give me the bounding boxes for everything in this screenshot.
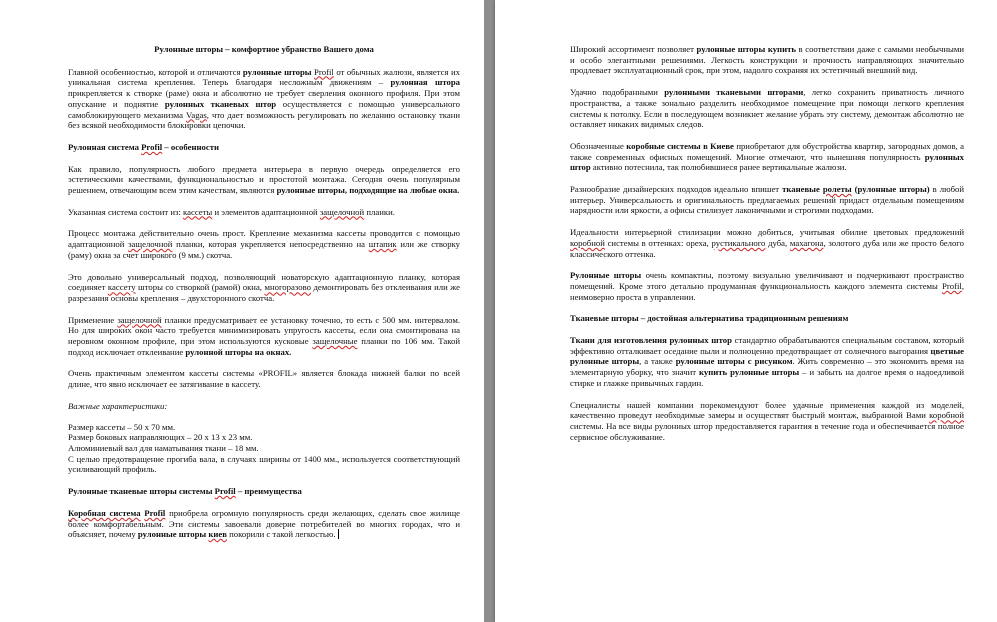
- bold-run: тканевые: [782, 184, 823, 195]
- text-run: планки по 106 мм. Такой подход исключает отклеивание: [68, 336, 460, 357]
- bold-run: рулонными тканевыми шторами: [664, 87, 804, 98]
- spelling-error-word: многоразово: [264, 282, 311, 293]
- text-run: Рулонные тканевые шторы системы: [68, 486, 215, 497]
- spelling-error-word: коробной: [929, 410, 964, 421]
- paragraph-kyiv: [570, 141, 964, 173]
- spelling-error-word: штапик: [368, 239, 397, 250]
- text-run: демонтировать без отклеивания или же разрезания основы крепления – двухсторонного скотча.: [68, 282, 460, 303]
- text-run: в соответствии даже с самыми необычными и особо элегантными решениями. Легкость конструкции и прочность направляющих значительно продлевает эксплуатационный срок, при этом, надолго сохраняя их эстетичный внешний вид.: [570, 44, 964, 76]
- text-run: – особенности: [162, 141, 219, 152]
- text-run: Удачно подобранными: [570, 87, 665, 98]
- text-run: планки предусматривает ее установку точечно, то есть с 500 мм. интервалом. Но для широких окон часто требуется минимизировать упругость кассеты, если она смонтирована на неровном оконном профиле, при этом используются кусковые: [68, 314, 460, 347]
- text-run: Широкий ассортимент позволяет: [570, 44, 697, 54]
- text-run: планки, которая укрепляется непосредственно на: [172, 239, 369, 250]
- bold-run: рулонные шторы, подходящие на любые окна.: [276, 185, 460, 196]
- text-run: Главной особенностью, которой и отличаются: [68, 66, 243, 77]
- spelling-error-word: Profil: [144, 507, 166, 518]
- spec-item: Размер боковых направляющих – 20 х 13 х 23 мм.: [68, 432, 253, 443]
- spec-item: Размер кассеты – 50 х 70 мм.: [68, 421, 176, 432]
- text-run: активно потеснила, так полюбившиеся ранее вертикальные жалюзи.: [590, 162, 847, 173]
- paragraph-blockade: Очень практичным элементом кассеты системы «PROFIL» является блокада нижней балки по всей длине, что явно исключает ее затягивание в кассету.: [68, 368, 460, 390]
- text-run: прикрепляется к створке (раме) окна и абсолютно не требует сверления оконного профиля. При этом опускание и поднятие: [68, 88, 460, 109]
- spec-item: Алюминиевый вал для наматывания ткани – 18 мм.: [68, 442, 259, 453]
- text-run: системы. На все виды рулонных штор предоставляется гарантия в течение года и обеспечивается полное сервисное обслуживание.: [570, 420, 964, 442]
- spelling-error-word: защелочные: [312, 336, 358, 347]
- paragraph-mounting: [68, 228, 460, 260]
- paragraph-universal: [68, 272, 460, 304]
- document-title: Рулонные шторы – комфортное убранство Вашего дома: [154, 44, 374, 54]
- bold-run: рулонные шторы: [242, 66, 315, 77]
- text-run: в любой интерьер. Универсальность и оригинальность предлагаемых решений придаст отдельным помещениям нарядности или яркости, а офисы стилизует лаконичными и строгими подходами.: [570, 184, 964, 216]
- spelling-error-word: Profil: [141, 141, 163, 152]
- paragraph-popularity: [68, 164, 460, 196]
- specs-heading: Важные характеристики:: [68, 400, 168, 411]
- text-run: или же створку (раму) окна за счет широкого (9 мм.) скотча.: [68, 239, 461, 260]
- bold-run: Рулонные шторы: [570, 270, 642, 281]
- bold-run: рулонная штора: [390, 77, 460, 88]
- paragraph-components: [68, 207, 460, 218]
- spelling-error-word: кассеты: [183, 206, 213, 217]
- text-run: приобретают для обустройства квартир, загородных домов, а также современных офисных помещений. Многие отмечают, что нынешняя популярность: [570, 140, 964, 162]
- text-run: Процесс монтажа действительно очень прост. Крепление механизма кассеты проводится с помощью адаптационной: [68, 228, 460, 250]
- bold-run: Ткани для изготовления рулонных штор: [570, 335, 732, 346]
- spelling-error-word: защелочной: [117, 314, 162, 325]
- text-run: шторы со створкой (рамой) окна,: [135, 282, 265, 293]
- bold-run: рулонные шторы купить: [696, 44, 796, 54]
- spelling-error-word: кассету: [107, 282, 136, 293]
- page-gap: [484, 0, 495, 622]
- page-left-content: [68, 44, 460, 551]
- section-heading-fabric: Тканевые шторы – достойная альтернатива традиционным решениям: [570, 313, 849, 324]
- text-run: от обычных жалюзи, является их уникальная система крепления. Теперь благодаря несложным движениям –: [68, 66, 460, 88]
- bold-run: коробные системы в Киеве: [626, 140, 734, 151]
- text-run: стандартно обрабатываются специальным составом, который эффективно отталкивает оседание пыли и полноценно предотвращает от солнечного выгорания: [570, 335, 964, 356]
- text-run: Обозначенные: [570, 140, 627, 151]
- text-run: планки.: [364, 206, 395, 217]
- document-page-right[interactable]: [495, 0, 997, 622]
- spelling-error-word: защелочной: [128, 239, 173, 250]
- text-run: очень компактны, поэтому визуально увеличивают и подчеркивают пространство помещений. Кроме этого детально продуманная функциональность каждого элемента системы: [570, 270, 964, 291]
- bold-run: рулонных тканевых штор: [164, 98, 277, 109]
- text-run: Указанная система состоит из:: [68, 206, 184, 217]
- spelling-error-word: Коробная система: [68, 507, 141, 518]
- text-run: системы в оттенках: ореха,: [604, 237, 712, 248]
- spelling-error-word: ролеты: [822, 184, 852, 195]
- text-run: Применение: [68, 314, 118, 325]
- text-run: покорили с такой легкостью.: [226, 529, 336, 540]
- text-run: , золотого дуба или же просто белого классического оттенка.: [570, 237, 964, 259]
- text-run: Специалисты нашей компании порекомендуют более удачные применения каждой из моделей, качественно проведут необходимые замеры и осуществят быстрый монтаж, выбранной Вами: [570, 399, 964, 421]
- spelling-error-word: Profil: [314, 66, 334, 77]
- text-run: , а также: [639, 356, 676, 367]
- paragraph-colors: [570, 227, 964, 259]
- paragraph-application: [68, 315, 460, 358]
- spelling-error-word: защелочной: [319, 206, 365, 217]
- paragraph-intro: [68, 67, 460, 131]
- spelling-error-word: Profil: [214, 486, 236, 497]
- text-cursor: [338, 529, 340, 539]
- bold-run: рулонных штор: [570, 151, 964, 173]
- page-right-content: [570, 44, 964, 453]
- bold-run: рулонной шторы на окнах.: [185, 346, 292, 357]
- spec-item-last: С целью предотвращение прогиба вала, в случаях ширины от 1400 мм., используется соответствующий усиливающий профиль.: [68, 453, 460, 475]
- spelling-error-word: Profil: [942, 280, 962, 291]
- text-run: – преимущества: [235, 486, 302, 497]
- text-run: и элементов адаптационной: [212, 206, 320, 217]
- text-run: Рулонная система: [68, 141, 142, 152]
- text-run: , неимоверно проста в управлении.: [570, 280, 964, 302]
- text-run: дуба,: [765, 237, 790, 248]
- text-run: Это довольно универсальный подход, позволяющий новаторскую адаптационную планку, которая соединяет: [68, 271, 460, 293]
- spelling-error-word: махагона: [789, 237, 824, 248]
- bold-run: (рулонные шторы): [851, 184, 930, 195]
- section-heading-features: [68, 142, 460, 153]
- paragraph-assortment: [570, 44, 964, 76]
- text-run: приобрела огромную популярность среди желающих, сделать свое жилище более комфортабельным. Эти системы завоевали доверие потребителей во многих городах, что и объясняет, почему: [68, 507, 460, 540]
- paragraph-fabrics: [570, 335, 964, 389]
- text-run: Идеальности интерьерной стилизации можно добиться, учитывая обилие цветовых предложений: [570, 227, 964, 238]
- bold-run: купить рулонные шторы: [699, 367, 800, 378]
- text-run: Разнообразие дизайнерских подходов идеально впишет: [570, 184, 783, 195]
- paragraph-privacy: [570, 87, 964, 130]
- section-heading-advantages: [68, 486, 460, 497]
- spelling-error-word: киев: [208, 529, 227, 540]
- text-run: Как правило, популярность любого предмета интерьера в первую очередь определяется его эстетическими качествами, функциональностью и простотой монтажа. Сегодня очень популярным решением, отвечающим всем этим качествам, являются: [68, 163, 460, 196]
- text-run: – и забыть на долгое время о надоедливой стирке и глажке привычных гардин.: [570, 367, 964, 388]
- text-run: , легко сохранить приватность личного пространства, а также зонально разделить необходимое помещение при помощи легкого крепления системы к потолку. Если в последующем возникнет желание убрать эту систему, демонтаж абсолютно не оставляет никаких видимых следов.: [570, 87, 964, 130]
- text-run: , что дает возможность регулировать по желанию остановку ткани без всякой необходимости блокировки цепочки.: [68, 109, 460, 131]
- text-run: осуществляется с помощью универсального самоблокирующего механизма: [68, 98, 460, 120]
- bold-run: рулонные шторы с рисунком: [675, 356, 793, 367]
- paragraph-compact: [570, 270, 964, 302]
- bold-run: цветные рулонные шторы: [570, 345, 964, 367]
- text-run: . Жить современно – это экономить время на элементарную уборку, что значит: [570, 356, 964, 378]
- bold-run: рулонные шторы: [137, 529, 209, 540]
- paragraph-specialists: [570, 400, 964, 443]
- spelling-error-word: Vagas: [186, 109, 207, 120]
- spelling-error-word: рустикального: [711, 237, 766, 248]
- spelling-error-word: коробной: [570, 237, 605, 248]
- paragraph-design: [570, 184, 964, 216]
- document-page-left[interactable]: [0, 0, 484, 622]
- paragraph-box-system: [68, 508, 460, 540]
